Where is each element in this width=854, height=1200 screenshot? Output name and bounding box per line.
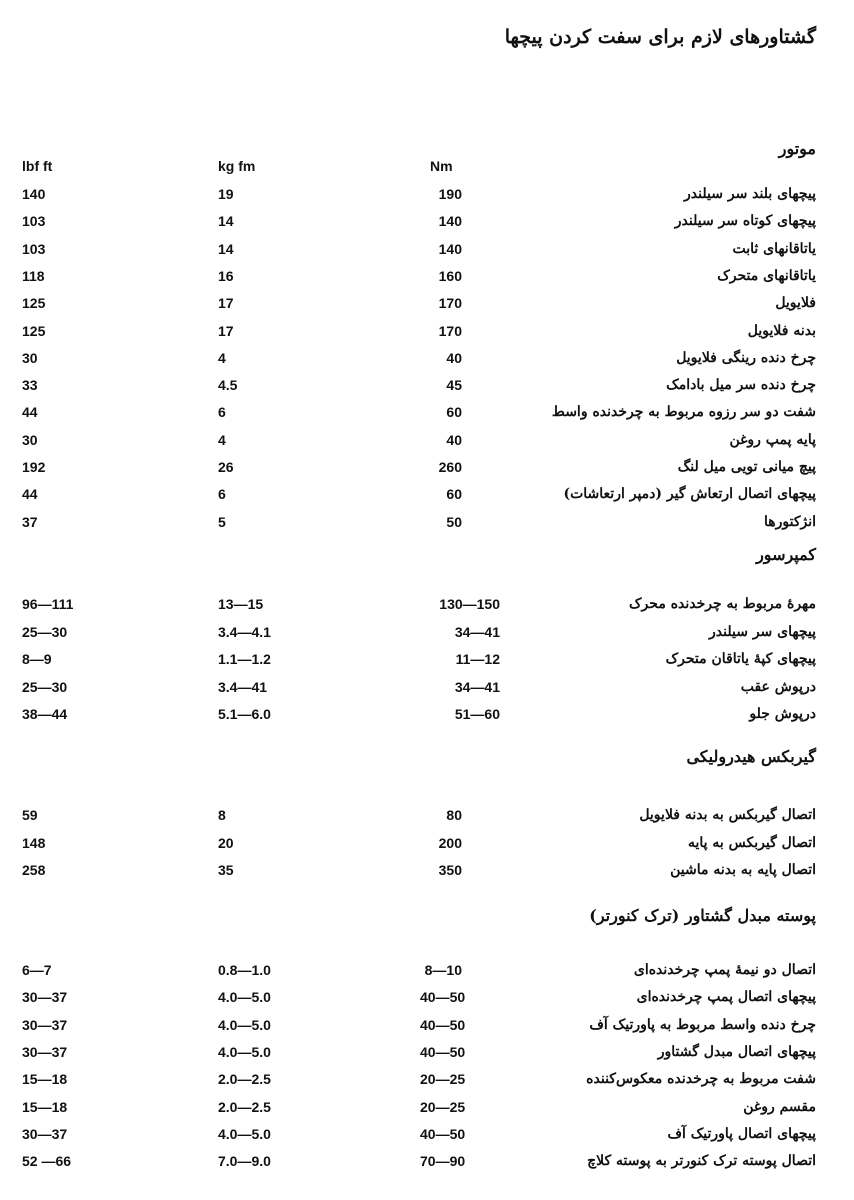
column-header-nm: Nm <box>430 158 453 174</box>
cell-lbf-ft: 30—37 <box>22 1016 68 1033</box>
row-label: اتصال گیربکس به پایه <box>687 834 816 851</box>
table-row <box>0 323 854 349</box>
cell-kg-fm: 2.0—2.5 <box>218 1071 271 1088</box>
cell-kg-fm: 8 <box>218 807 226 823</box>
row-label: چرخ دنده سر میل بادامک <box>666 377 816 394</box>
cell-kg-fm: 4 <box>218 349 226 366</box>
table-row <box>0 268 854 294</box>
row-label: مقسم روغن <box>743 1098 816 1115</box>
cell-nm: 40—50 <box>420 989 466 1006</box>
row-label: یاتاقانهای ثابت <box>732 240 816 257</box>
cell-lbf-ft: 44 <box>22 404 38 421</box>
table-row <box>0 241 854 267</box>
cell-nm: 140 <box>438 213 462 230</box>
table-row <box>0 807 854 833</box>
row-label: چرخ دنده واسط مربوط به پاورتیک آف <box>589 1016 816 1033</box>
cell-lbf-ft: 125 <box>22 322 46 339</box>
cell-kg-fm: 2.0—2.5 <box>218 1098 271 1115</box>
table-row <box>0 1126 854 1152</box>
table-row <box>0 1017 854 1043</box>
cell-nm: 45 <box>446 377 462 394</box>
row-label: مهرهٔ مربوط به چرخدنده محرک <box>629 596 816 612</box>
table-row <box>0 1044 854 1070</box>
cell-nm: 20—25 <box>420 1071 466 1088</box>
cell-kg-fm: 0.8—1.0 <box>218 962 271 978</box>
row-label: انژکتورها <box>763 513 816 530</box>
cell-nm: 34—41 <box>454 623 500 640</box>
table-row <box>0 350 854 376</box>
table-row <box>0 624 854 650</box>
cell-nm: 50 <box>446 513 462 530</box>
table-row <box>0 1153 854 1179</box>
cell-lbf-ft: 25—30 <box>22 623 68 640</box>
cell-kg-fm: 20 <box>218 834 234 851</box>
cell-nm: 350 <box>438 862 462 878</box>
cell-nm: 60 <box>446 486 462 503</box>
cell-lbf-ft: 192 <box>22 459 46 475</box>
cell-kg-fm: 5 <box>218 513 226 530</box>
column-header-lbf-ft: lbf ft <box>22 158 53 174</box>
cell-lbf-ft: 52 —66 <box>22 1153 72 1170</box>
cell-nm: 20—25 <box>420 1098 466 1115</box>
row-label: درپوش جلو <box>749 706 816 722</box>
cell-lbf-ft: 30—37 <box>22 989 68 1006</box>
row-label: شفت دو سر رزوه مربوط به چرخدنده واسط <box>551 404 816 421</box>
row-label: پیچهای اتصال مبدل گشتاور <box>657 1043 816 1060</box>
row-label: پیچهای سر سیلندر <box>709 623 816 640</box>
column-header-kg-fm: kg fm <box>218 158 256 174</box>
cell-nm: 260 <box>438 459 462 475</box>
table-row <box>0 486 854 512</box>
table-row <box>0 377 854 403</box>
cell-lbf-ft: 15—18 <box>22 1098 68 1115</box>
cell-kg-fm: 19 <box>218 186 234 202</box>
cell-kg-fm: 13—15 <box>218 596 264 612</box>
page-title: گشتاورهای لازم برای سفت کردن پیچها <box>504 26 816 48</box>
cell-lbf-ft: 15—18 <box>22 1071 68 1088</box>
cell-nm: 40—50 <box>420 1043 466 1060</box>
section-title-compressor: کمپرسور <box>756 545 816 564</box>
cell-kg-fm: 6 <box>218 486 226 503</box>
row-label: پیچ میانی تویی میل لنگ <box>677 459 816 475</box>
row-label: اتصال گیربکس به بدنه فلایویل <box>639 807 816 823</box>
cell-nm: 70—90 <box>420 1153 466 1170</box>
cell-lbf-ft: 96—111 <box>22 596 74 612</box>
row-label: پیچهای اتصال پاورتیک آف <box>667 1125 816 1142</box>
cell-nm: 34—41 <box>454 678 500 695</box>
cell-lbf-ft: 258 <box>22 862 46 878</box>
cell-lbf-ft: 103 <box>22 240 46 257</box>
table-row <box>0 213 854 239</box>
cell-kg-fm: 3.4—4.1 <box>218 623 271 640</box>
cell-kg-fm: 14 <box>218 213 234 230</box>
cell-kg-fm: 17 <box>218 322 234 339</box>
cell-nm: 160 <box>438 267 462 284</box>
cell-kg-fm: 16 <box>218 267 234 284</box>
table-row <box>0 989 854 1015</box>
cell-lbf-ft: 25—30 <box>22 678 68 695</box>
cell-kg-fm: 1.1—1.2 <box>218 651 271 667</box>
cell-nm: 60 <box>446 404 462 421</box>
cell-lbf-ft: 30 <box>22 349 38 366</box>
cell-lbf-ft: 33 <box>22 377 38 394</box>
row-label: پیچهای اتصال پمپ چرخدنده‌ای <box>636 989 816 1006</box>
cell-kg-fm: 3.4—41 <box>218 678 268 695</box>
cell-lbf-ft: 44 <box>22 486 38 503</box>
row-label: پیچهای بلند سر سیلندر <box>684 186 816 202</box>
cell-kg-fm: 35 <box>218 862 234 878</box>
cell-lbf-ft: 37 <box>22 513 38 530</box>
table-row <box>0 295 854 321</box>
table-row <box>0 651 854 677</box>
cell-nm: 80 <box>446 807 462 823</box>
cell-kg-fm: 4.5 <box>218 377 238 394</box>
table-row <box>0 835 854 861</box>
cell-kg-fm: 7.0—9.0 <box>218 1153 271 1170</box>
cell-kg-fm: 4.0—5.0 <box>218 1016 271 1033</box>
cell-kg-fm: 4.0—5.0 <box>218 989 271 1006</box>
cell-kg-fm: 6 <box>218 404 226 421</box>
cell-nm: 140 <box>438 240 462 257</box>
cell-lbf-ft: 6—7 <box>22 962 52 978</box>
cell-nm: 40 <box>446 431 462 448</box>
cell-nm: 40—50 <box>420 1016 466 1033</box>
table-row <box>0 962 854 988</box>
cell-lbf-ft: 30 <box>22 431 38 448</box>
cell-nm: 40 <box>446 349 462 366</box>
table-row <box>0 459 854 485</box>
row-label: پیچهای اتصال ارتعاش گیر (دمپر ارتعاشات) <box>563 486 816 503</box>
row-label: پیچهای کوتاه سر سیلندر <box>674 213 816 230</box>
cell-nm: 200 <box>438 834 462 851</box>
cell-lbf-ft: 59 <box>22 807 38 823</box>
cell-kg-fm: 14 <box>218 240 234 257</box>
cell-nm: 190 <box>438 186 462 202</box>
section-title-torque-converter: پوسته مبدل گشتاور (ترک کنورتر) <box>589 906 816 925</box>
row-label: پایه پمپ روغن <box>729 431 816 448</box>
row-label: فلایویل <box>775 295 816 312</box>
cell-nm: 51—60 <box>454 706 500 722</box>
row-label: اتصال پایه به بدنه ماشین <box>670 862 816 878</box>
row-label: یاتاقانهای متحرک <box>717 267 816 284</box>
table-row <box>0 514 854 540</box>
cell-kg-fm: 5.1—6.0 <box>218 706 271 722</box>
cell-lbf-ft: 30—37 <box>22 1125 68 1142</box>
cell-nm: 170 <box>438 322 462 339</box>
cell-nm: 11—12 <box>455 651 500 667</box>
cell-nm: 170 <box>438 295 462 312</box>
row-label: چرخ دنده رینگی فلایویل <box>676 349 816 366</box>
cell-kg-fm: 26 <box>218 459 234 475</box>
table-row <box>0 186 854 212</box>
row-label: اتصال پوسته ترک کنورتر به پوسته کلاچ <box>587 1153 816 1170</box>
cell-lbf-ft: 118 <box>22 267 45 284</box>
cell-lbf-ft: 125 <box>22 295 46 312</box>
cell-lbf-ft: 8—9 <box>22 651 52 667</box>
cell-nm: 8—10 <box>424 962 462 978</box>
table-row <box>0 706 854 732</box>
table-row <box>0 679 854 705</box>
cell-nm: 130—150 <box>439 596 500 612</box>
row-label: پیچهای کپهٔ یاتاقان متحرک <box>665 651 816 667</box>
table-row <box>0 404 854 430</box>
cell-kg-fm: 4.0—5.0 <box>218 1043 271 1060</box>
cell-lbf-ft: 148 <box>22 834 46 851</box>
row-label: اتصال دو نیمهٔ پمپ چرخدنده‌ای <box>633 962 816 978</box>
cell-kg-fm: 17 <box>218 295 234 312</box>
cell-lbf-ft: 103 <box>22 213 46 230</box>
table-row <box>0 596 854 622</box>
table-row <box>0 1071 854 1097</box>
section-title-engine: موتور <box>778 139 816 158</box>
table-row <box>0 432 854 458</box>
section-title-hydraulic-gearbox: گیربکس هیدرولیکی <box>686 747 816 766</box>
row-label: بدنه فلایویل <box>747 322 816 339</box>
cell-kg-fm: 4 <box>218 431 226 448</box>
cell-lbf-ft: 38—44 <box>22 706 68 722</box>
table-row <box>0 862 854 888</box>
cell-lbf-ft: 30—37 <box>22 1043 68 1060</box>
row-label: شفت مربوط به چرخدنده معکوس‌کننده <box>586 1071 816 1088</box>
table-row <box>0 1099 854 1125</box>
row-label: درپوش عقب <box>740 678 816 695</box>
cell-kg-fm: 4.0—5.0 <box>218 1125 271 1142</box>
cell-nm: 40—50 <box>420 1125 466 1142</box>
cell-lbf-ft: 140 <box>22 186 46 202</box>
